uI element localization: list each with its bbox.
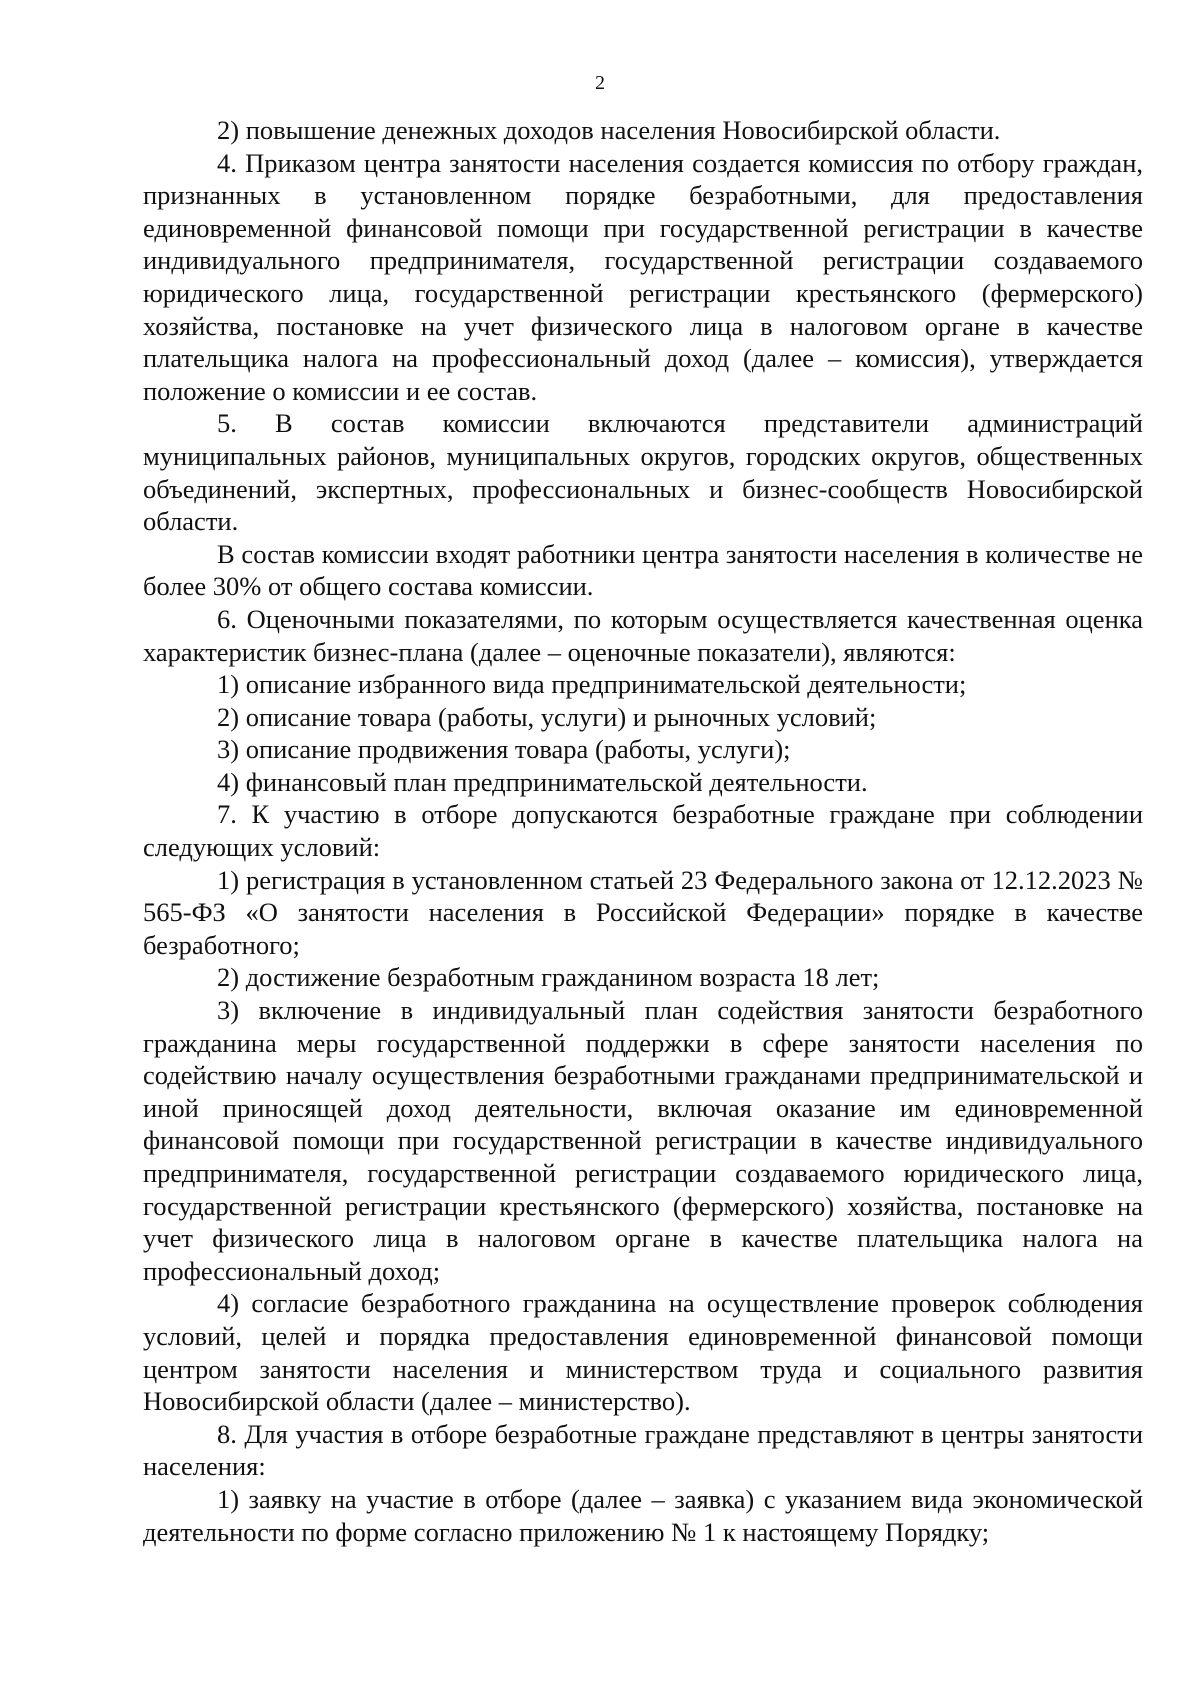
paragraph-item-7-3: 3) включение в индивидуальный план содействия занятости безработного гражданина меры государственной поддержки в сфере занятости населения по содействию началу осуществления безработными гражданами предпринимательской и иной приносящей доход деятельности, включая оказание им единовременной финансовой помощи при государственной регистрации в качестве индивидуального предпринимателя, государственной регистрации создаваемого юридического лица, государственной регистрации крестьянского (фермерского) хозяйства, постановке на учет физического лица в налоговом органе в качестве плательщика налога на профессиональный доход; <box>143 995 1143 1286</box>
paragraph-section-4: 4. Приказом центра занятости населения создается комиссия по отбору граждан, признанных в установленном порядке безработными, для предоставления единовременной финансовой помощи при государственной регистрации в качестве индивидуального предпринимателя, государственной регистрации создаваемого юридического лица, государственной регистрации крестьянского (фермерского) хозяйства, постановке на учет физического лица в налоговом органе в качестве плательщика налога на профессиональный доход (далее – комиссия), утверждается положение о комиссии и ее состав. <box>143 147 1143 406</box>
paragraph-item-6-2: 2) описание товара (работы, услуги) и рыночных условий; <box>217 701 877 732</box>
paragraph-section-8: 8. Для участия в отборе безработные граждане представляют в центры занятости населения: <box>143 1418 1143 1482</box>
paragraph-item-6-3: 3) описание продвижения товара (работы, услуги); <box>217 734 791 765</box>
paragraph-item-6-1: 1) описание избранного вида предпринимательской деятельности; <box>217 669 967 700</box>
paragraph-item-3-2: 2) повышение денежных доходов населения Новосибирской области. <box>217 115 1001 145</box>
document-body <box>143 114 1143 1548</box>
paragraph-item-6-4: 4) финансовый план предпринимательской деятельности. <box>217 766 868 797</box>
paragraph-item-7-1: 1) регистрация в установленном статьей 23 Федерального закона от 12.12.2023 № 565-ФЗ «О занятости населения в Российской Федерации» порядке в качестве безработного; <box>143 864 1143 960</box>
paragraph-item-8-1: 1) заявку на участие в отборе (далее – заявка) с указанием вида экономической деятельности по форме согласно приложению № 1 к настоящему Порядку; <box>143 1483 1143 1547</box>
paragraph-section-6: 6. Оценочными показателями, по которым осуществляется качественная оценка характеристик бизнес-плана (далее – оценочные показатели), являются: <box>143 603 1143 667</box>
paragraph-item-7-2: 2) достижение безработным гражданином возраста 18 лет; <box>217 962 880 993</box>
paragraph-section-5-staff: В состав комиссии входят работники центра занятости населения в количестве не более 30% от общего состава комиссии. <box>143 538 1143 602</box>
paragraph-section-7: 7. К участию в отборе допускаются безработные граждане при соблюдении следующих условий: <box>143 799 1143 863</box>
page-number: 2 <box>595 72 605 94</box>
paragraph-item-7-4: 4) согласие безработного гражданина на осуществление проверок соблюдения условий, целей и порядка предоставления единовременной финансовой помощи центром занятости населения и министерством труда и социального развития Новосибирской области (далее – министерство). <box>143 1288 1143 1417</box>
paragraph-section-5: 5. В состав комиссии включаются представители администраций муниципальных районов, муниципальных округов, городских округов, общественных объединений, экспертных, профессиональных и бизнес-сообществ Новосибирской области. <box>143 408 1143 537</box>
